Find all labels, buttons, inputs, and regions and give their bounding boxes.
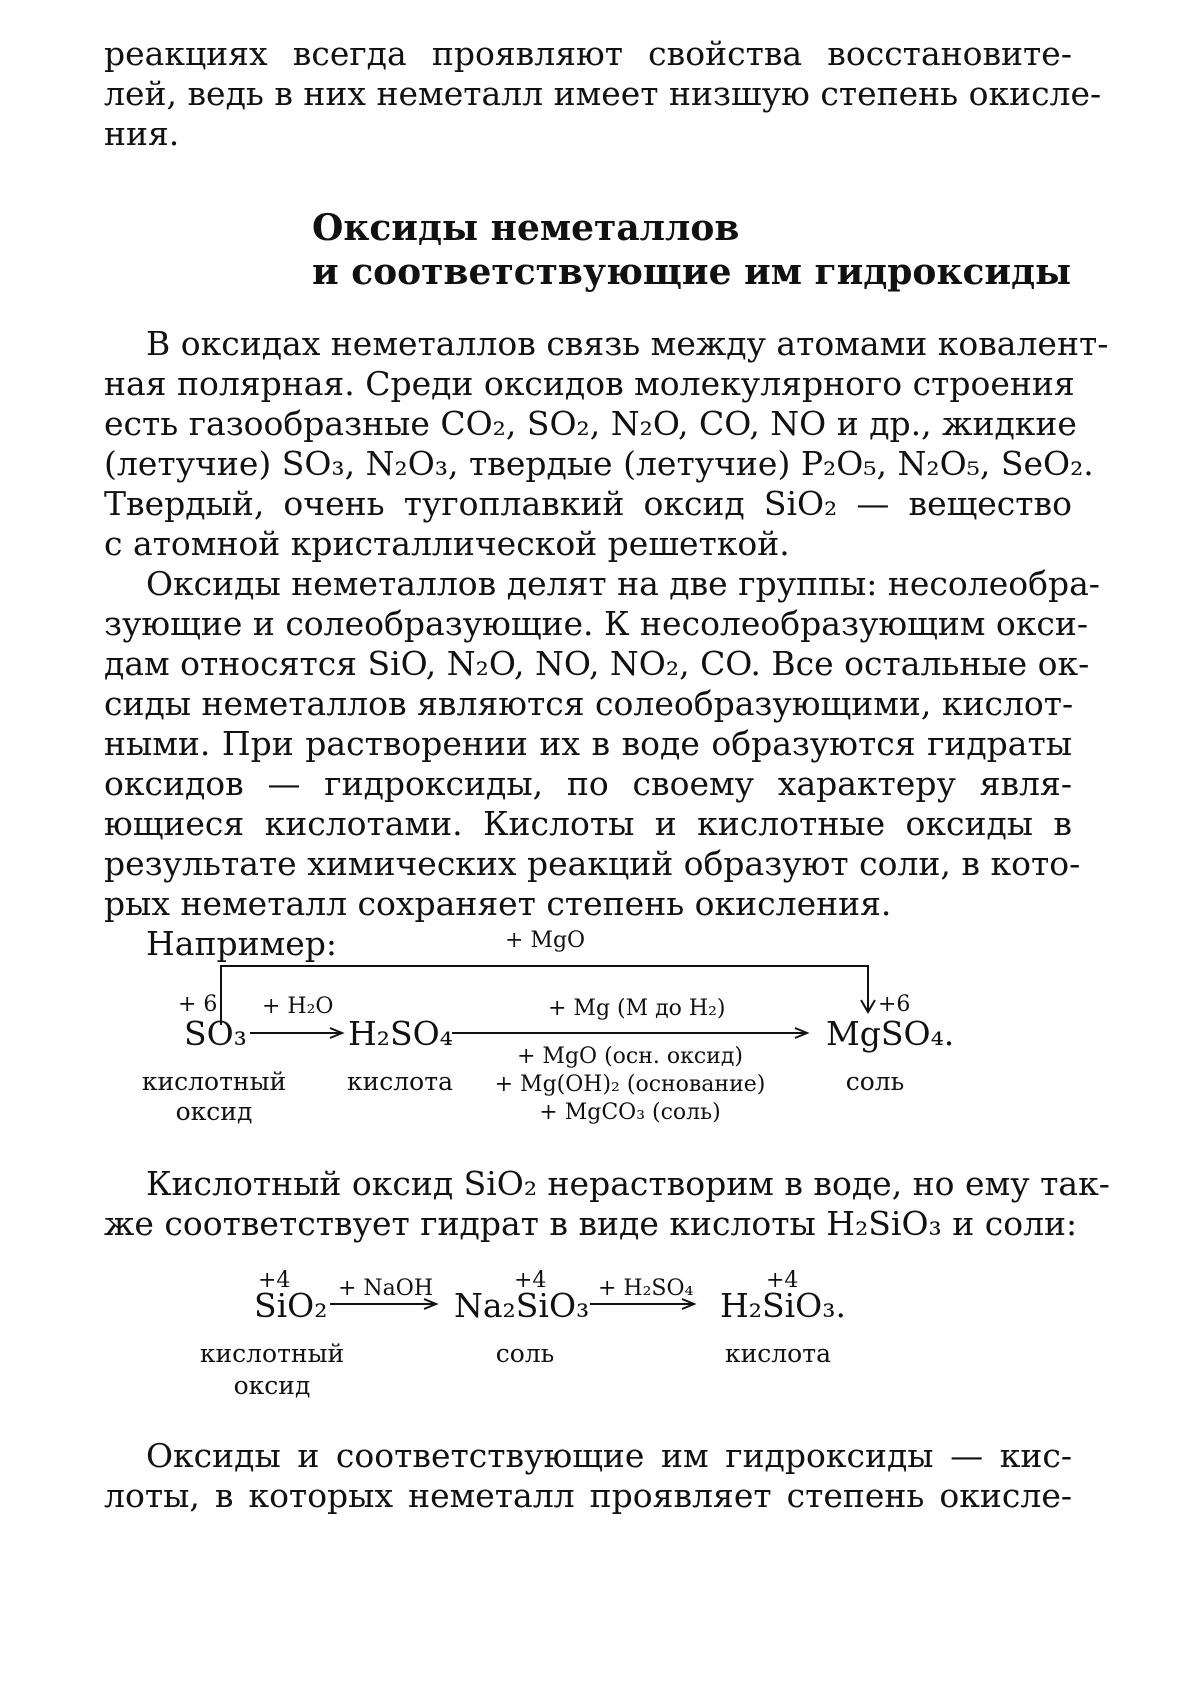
- text-line: Оксиды и соответствующие им гидроксиды — кис-: [146, 1436, 1072, 1475]
- text-line: с атомной кристаллической решеткой.: [104, 524, 790, 563]
- formula-so3: SO₃: [184, 1014, 247, 1053]
- text-line: лей, ведь в них неметалл имеет низшую степень окисле-: [104, 74, 1102, 113]
- text-line: оксидов — гидроксиды, по своему характеру явля-: [104, 764, 1072, 803]
- text-line: Кислотный оксид SiO₂ нерастворим в воде, но ему так-: [146, 1164, 1110, 1203]
- label-oxide: кислотный: [199, 1339, 345, 1368]
- text-line: В оксидах неметаллов связь между атомами ковалент-: [146, 324, 1109, 363]
- text-line: рых неметалл сохраняет степень окисления.: [104, 884, 892, 923]
- reagent-naoh: + NaOH: [338, 1276, 434, 1301]
- reagent-metal: + Mg (М до H₂): [548, 996, 726, 1021]
- label-salt: соль: [845, 1067, 905, 1096]
- reagent-water: + H₂O: [262, 994, 334, 1019]
- text-line: Оксиды неметаллов делят на две группы: несолеобра-: [146, 564, 1100, 603]
- section-heading: Оксиды неметаллов: [312, 207, 740, 249]
- example-label: Например:: [146, 924, 338, 963]
- text-line: зующие и солеобразующие. К несолеобразующим окси-: [104, 604, 1089, 643]
- reagent-below: + Mg(OH)₂ (основание): [494, 1072, 766, 1097]
- label-salt: соль: [495, 1339, 555, 1368]
- formula-mgso4: MgSO₄.: [826, 1014, 955, 1053]
- text-line: ния.: [104, 114, 180, 153]
- label-oxide: оксид: [233, 1371, 311, 1400]
- reagent-top: + MgO: [505, 928, 586, 953]
- text-line: сиды неметаллов являются солеобразующими, кислот-: [104, 684, 1074, 723]
- text-line: же соответствует гидрат в виде кислоты H₂SiO₃ и соли:: [104, 1204, 1078, 1243]
- formula-sio2: SiO₂: [254, 1286, 328, 1325]
- oxidation-state: +4: [258, 1268, 291, 1293]
- label-acid: кислота: [347, 1067, 453, 1096]
- formula-h2sio3: H₂SiO₃.: [720, 1286, 846, 1325]
- oxidation-state: +4: [766, 1268, 799, 1293]
- text-line: ющиеся кислотами. Кислоты и кислотные оксиды в: [104, 804, 1072, 843]
- text-line: результате химических реакций образуют соли, в кото-: [104, 844, 1081, 883]
- formula-h2so4: H₂SO₄: [348, 1014, 453, 1053]
- reagent-below: + MgCO₃ (соль): [539, 1100, 721, 1125]
- label-oxide: оксид: [175, 1097, 253, 1126]
- oxidation-state: + 6: [178, 992, 218, 1017]
- text-line: лоты, в которых неметалл проявляет степень окисле-: [104, 1476, 1072, 1515]
- reagent-h2so4: + H₂SO₄: [598, 1276, 694, 1301]
- text-line: дам относятся SiO, N₂O, NO, NO₂, CO. Все остальные ок-: [104, 644, 1090, 683]
- text-line: ными. При растворении их в воде образуются гидраты: [104, 724, 1072, 763]
- label-oxide: кислотный: [141, 1067, 287, 1096]
- text-line: Твердый, очень тугоплавкий оксид SiO₂ — вещество: [104, 484, 1072, 523]
- text-line: есть газообразные CO₂, SO₂, N₂O, CO, NO и др., жидкие: [104, 404, 1077, 443]
- text-line: (летучие) SO₃, N₂O₃, твердые (летучие) P₂O₅, N₂O₅, SeO₂.: [104, 444, 1094, 483]
- text-line: реакциях всегда проявляют свойства восстановите-: [104, 34, 1072, 73]
- label-acid: кислота: [725, 1339, 831, 1368]
- oxidation-state: +6: [878, 992, 911, 1017]
- section-heading: и соответствующие им гидроксиды: [312, 251, 1072, 293]
- oxidation-state: +4: [514, 1268, 547, 1293]
- reagent-below: + MgO (осн. оксид): [517, 1044, 743, 1069]
- formula-na2sio3: Na₂SiO₃: [454, 1286, 590, 1325]
- text-line: ная полярная. Среди оксидов молекулярного строения: [104, 364, 1075, 403]
